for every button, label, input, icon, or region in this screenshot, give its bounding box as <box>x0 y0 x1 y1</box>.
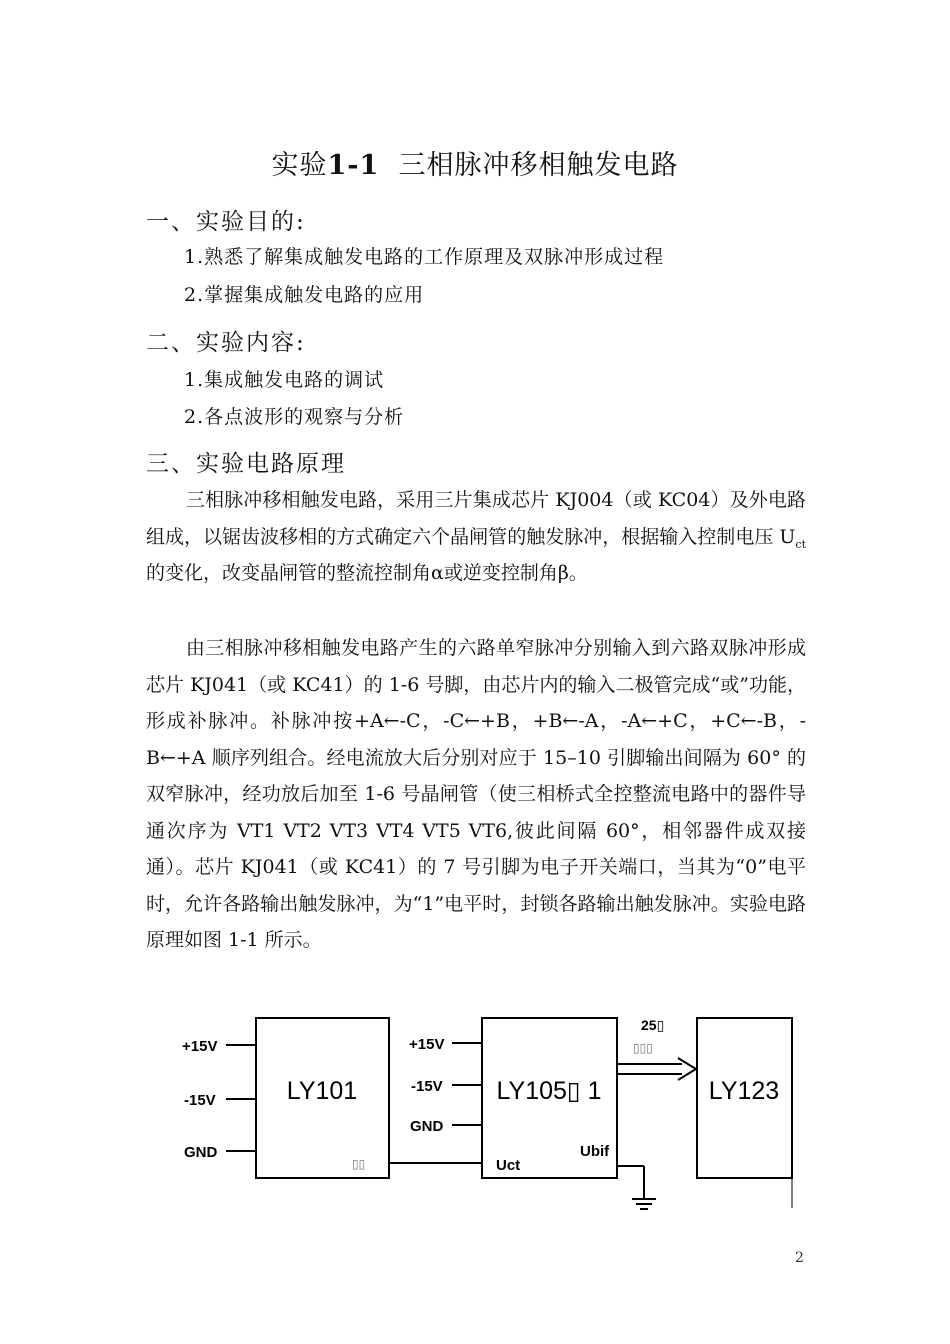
page-title: 实验1-1 三相脉冲移相触发电路 <box>271 150 679 181</box>
section-heading-purpose: 一、实验目的: <box>146 209 306 235</box>
uct-subscript: ct <box>795 537 806 551</box>
ly105-output-ubif: Ubif <box>580 1143 610 1160</box>
ly105-input-uct: Uct <box>496 1157 521 1174</box>
ly105-pin-gnd: GND <box>410 1118 444 1135</box>
ly105-pin-plus15v: +15V <box>409 1036 445 1053</box>
bus-sublabel: ▯▯▯ <box>633 1041 653 1055</box>
ly101-label: LY101 <box>286 1077 358 1105</box>
ly101-sublabel: ▯▯ <box>352 1157 366 1171</box>
content-item-2: 2.各点波形的观察与分析 <box>184 406 405 428</box>
ly101-pin-minus15v: -15V <box>184 1092 216 1109</box>
page-number: 2 <box>795 1250 804 1266</box>
content-item-1: 1.集成触发电路的调试 <box>184 369 385 391</box>
bus-count-label: 25▯ <box>641 1017 665 1033</box>
principle-paragraph-1: 三相脉冲移相触发电路，采用三片集成芯片 KJ004（或 KC04）及外电路组成，以锯齿波移相的方式确定六个晶闸管的触发脉冲，根据输入控制电压 $U_{ct}$的变化，改变晶闸管的整流控制角α或逆变控制角β。 <box>146 489 806 584</box>
ly101-pin-plus15v: +15V <box>182 1038 218 1055</box>
ly123-label: LY123 <box>708 1077 780 1105</box>
principle-paragraph-2: 由三相脉冲移相触发电路产生的六路单窄脉冲分别输入到六路双脉冲形成芯片 KJ041（或 KC41）的 1-6 号脚，由芯片内的输入二极管完成“或”功能，形成补脉冲。补脉冲按+A←-C，-C←+B，+B←-A，-A←+C，+C←-B，-B←+A 顺序列组合。经电流放大后分别对应于 15–10 引脚输出间隔为 60° 的双窄脉冲，经功放后加至 1-6 号晶闸管（使三相桥式全控整流电路中的器件导通次序为 VT1 VT2 VT3 VT4 VT5 VT6,彼此间隔 60°，相邻器件成双接通）。芯片 KJ041（或 KC41）的 7 号引脚为电子开关端口，当其为“0”电平时，允许各路输出触发脉冲，为“1”电平时，封锁各路输出触发脉冲。实验电路原理如图 1-1 所示。 <box>146 637 806 951</box>
section-heading-principle: 三、实验电路原理 <box>146 451 346 477</box>
ly105-label: LY105▯ 1 <box>496 1077 602 1105</box>
ly105-pin-minus15v: -15V <box>411 1078 443 1095</box>
circuit-diagram <box>170 1008 810 1218</box>
title-number: 1-1 <box>327 150 380 181</box>
ly101-pin-gnd: GND <box>184 1144 218 1161</box>
purpose-item-1: 1.熟悉了解集成触发电路的工作原理及双脉冲形成过程 <box>184 246 665 268</box>
section-heading-content: 二、实验内容: <box>146 330 306 356</box>
purpose-item-2: 2.掌握集成触发电路的应用 <box>184 284 425 306</box>
